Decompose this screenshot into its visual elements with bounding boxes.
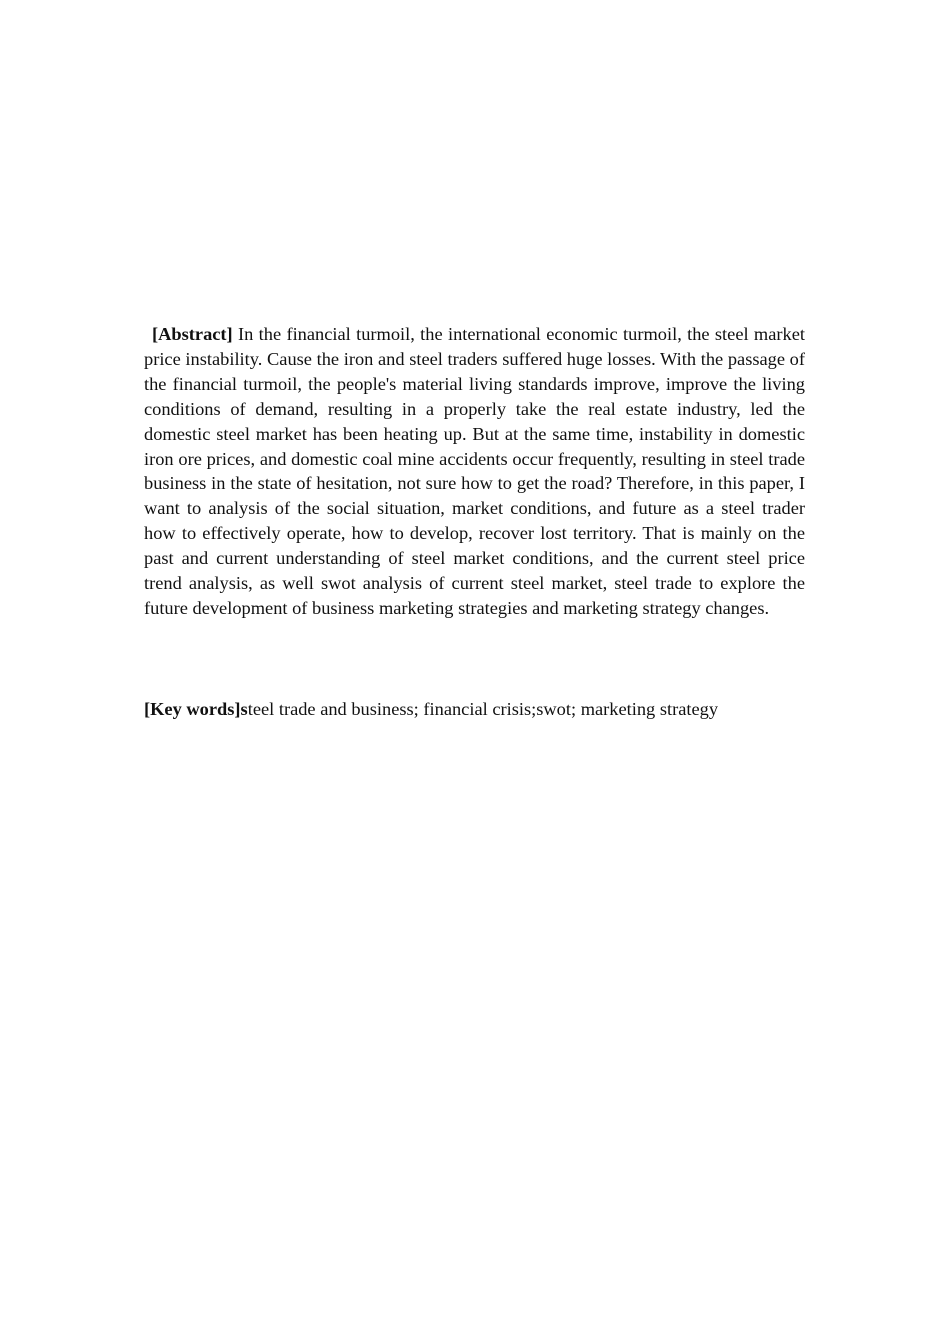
keywords-text: teel trade and business; financial crisis;swot; marketing strategy (247, 699, 719, 719)
abstract-text: In the financial turmoil, the international economic turmoil, the steel market price instability. Cause the iron and steel traders suffered huge losses. With the passage of the financial turmoil, the people's material living standards improve, improve the living conditions of demand, resulting in a properly take the real estate industry, led the domestic steel market has been heating up. But at the same time, instability in domestic iron ore prices, and domestic coal mine accidents occur frequently, resulting in steel trade business in the state of hesitation, not sure how to get the road? Therefore, in this paper, I want to analysis of the social situation, market conditions, and future as a steel trader how to effectively operate, how to develop, recover lost territory. That is mainly on the past and current understanding of steel market conditions, and the current steel price trend analysis, as well swot analysis of current steel market, steel trade to explore the future development of business marketing strategies and marketing strategy changes. (144, 324, 805, 618)
keywords-label: [Key words]s (144, 699, 248, 719)
abstract-paragraph (144, 322, 805, 621)
keywords-paragraph (144, 697, 805, 722)
abstract-label: [Abstract] (152, 324, 233, 344)
